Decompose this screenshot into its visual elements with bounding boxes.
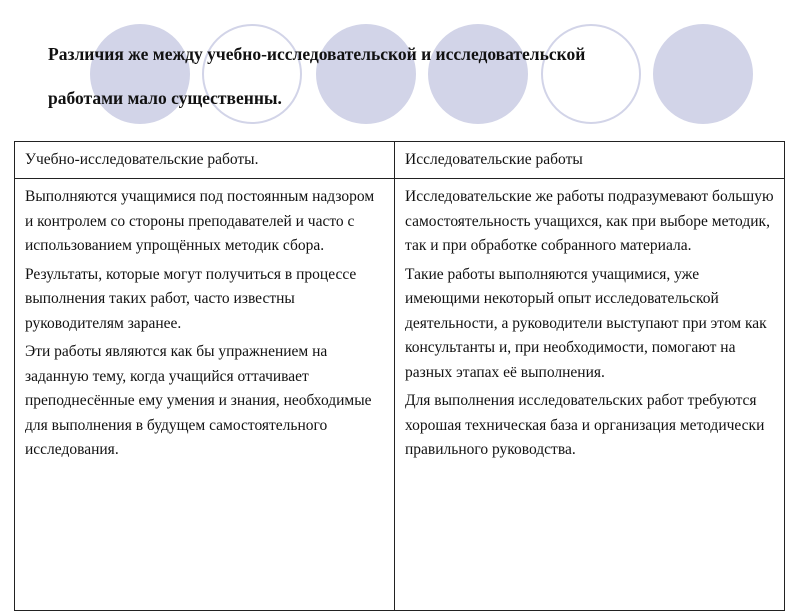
table-header-row [15, 142, 785, 179]
slide-title-line-1: Различия же между учебно-исследовательской и исследовательской [48, 44, 586, 64]
header-research: Исследовательские работы [395, 142, 785, 179]
educational-paragraph-3: Эти работы являются как бы упражнением на заданную тему, когда учащийся оттачивает преподнесённые ему умения и знания, необходимые для выполнения в будущем самостоятельного исследования. [25, 343, 372, 458]
table-row [15, 179, 785, 611]
research-cell [395, 179, 785, 611]
header-educational-research: Учебно-исследовательские работы. [15, 142, 395, 179]
educational-paragraph-1: Выполняются учащимися под постоянным надзором и контролем со стороны преподавателей и часто с использованием упрощённых методик сбора. [25, 188, 375, 254]
research-paragraph-3: Для выполнения исследовательских работ требуются хорошая техническая база и организация методически правильного руководства. [405, 392, 765, 458]
comparison-table [14, 141, 785, 611]
research-paragraph-2: Такие работы выполняются учащимися, уже имеющими некоторый опыт исследовательской деятельности, а руководители выступают при этом как консультанты и, при необходимости, помогают на разных этапах её выполнения. [405, 265, 767, 381]
educational-research-cell [15, 179, 395, 611]
slide-title-line-2: работами мало существенны. [48, 88, 282, 108]
slide-title [48, 32, 748, 120]
research-paragraph-1: Исследовательские же работы подразумевают большую самостоятельность учащихся, как при выборе методик, так и при обработке собранного материала. [405, 188, 774, 254]
educational-paragraph-2: Результаты, которые могут получиться в процессе выполнения таких работ, часто известны руководителям заранее. [25, 265, 357, 332]
